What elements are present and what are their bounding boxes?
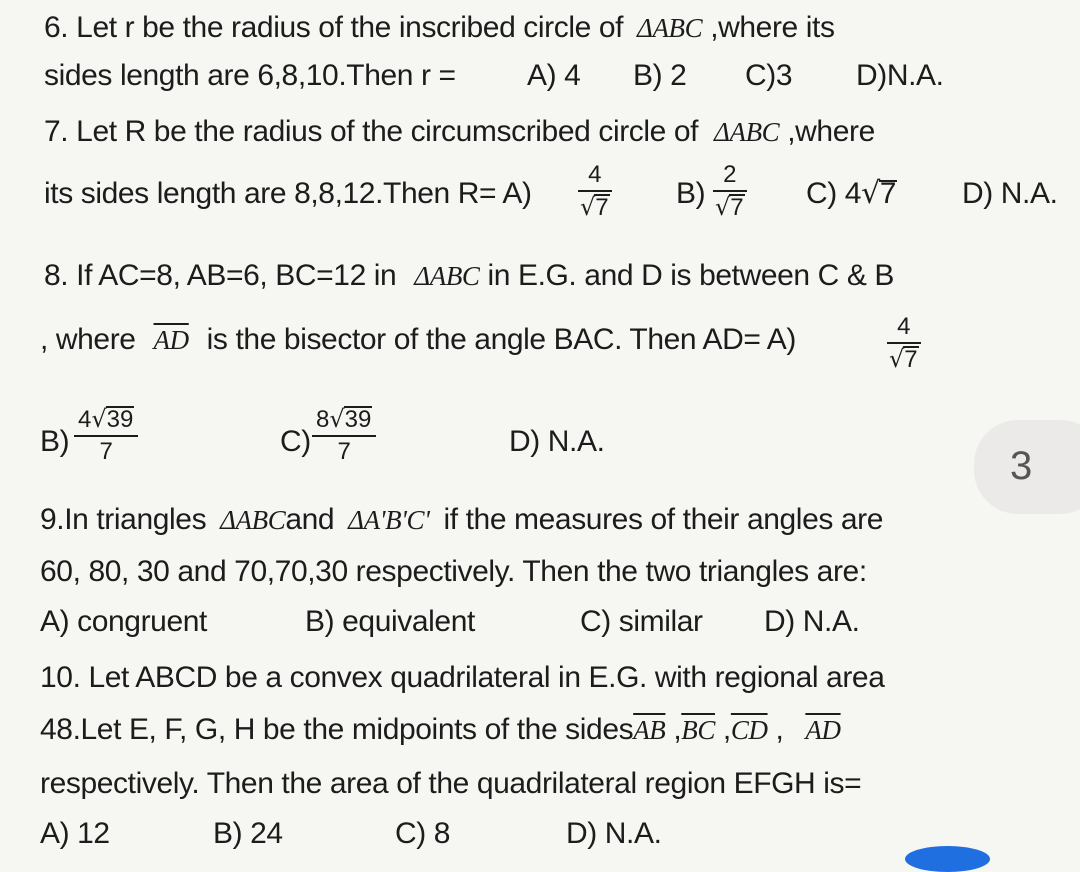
q9-stem: 60, 80, 30 and 70,70,30 respectively. Then the two triangles are: [40,555,867,588]
segment-cd: $\overline{CD}$ [730,715,768,745]
radicand: 7 [730,194,744,221]
page-number[interactable]: 3 [1010,444,1033,488]
q7-stem: its sides length are 8,8,12.Then R= A) [44,177,532,210]
triangle-a-prime-b-prime-c-prime: ΔA'B'C' [348,505,430,535]
q10-text: 10. Let ABCD be a convex quadrilateral in E.G. with regional area [40,661,885,694]
q8-text-tail: in E.G. and D is between C & B [487,259,895,292]
q7-line1 [44,114,875,150]
sqrt-icon: √ [889,345,905,373]
q8-option-c-fraction [312,404,376,467]
q6-line2 [44,58,456,94]
triangle-abc: ΔABC [414,261,480,291]
q8-text: 8. If AC=8, AB=6, BC=12 in [44,259,397,292]
q7-option-b-fraction [713,160,747,223]
q10-option-a: A) 12 [40,817,110,850]
q6-line1 [44,10,835,46]
coefficient: 4 [78,406,92,433]
q7-option-c-label: C) 4 [806,177,862,210]
fraction-denominator: 7 [337,438,351,465]
segment-bc: $\overline{BC}$ [681,715,715,745]
segment-ad: $\overline{AD}$ [805,715,841,745]
fraction-numerator: 2 [723,161,737,188]
q6-option-d: D)N.A. [856,59,944,92]
q8-option-b-label: B) [40,425,70,458]
q8-line1 [44,258,894,294]
sqrt-icon: √ [715,193,731,221]
q8-option-a-fraction [887,312,921,375]
q9-text-tail: if the measures of their angles are [443,503,884,536]
floating-action-button[interactable] [905,846,990,872]
q9-text-head: 9.In triangles [40,503,207,536]
fraction-numerator: 4 [588,161,602,188]
q9-line1 [40,502,883,538]
q8-line2 [40,322,796,358]
q6-text-tail: ,where its [710,11,835,44]
fraction-denominator: 7 [99,438,113,465]
sqrt-icon: √ [580,193,596,221]
q7-option-a-fraction [578,160,612,223]
sqrt-icon: √ [329,405,345,433]
q8-stem: is the bisector of the angle BAC. Then AD= A) [206,323,796,356]
q8-text-head: , where [40,323,136,356]
q6-option-a: A) 4 [527,59,581,92]
q8-option-d: D) N.A. [509,425,605,458]
q10-option-d: D) N.A. [566,817,662,850]
q7-option-c [806,176,897,212]
triangle-abc: ΔABC [220,505,286,535]
q9-option-b: B) equivalent [305,605,475,638]
q9-option-a: A) congruent [40,605,207,638]
q7-text: 7. Let R be the radius of the circumscribed circle of [44,115,699,148]
sqrt-icon: √ [91,405,107,433]
fraction-numerator: 4 [897,313,911,340]
coefficient: 8 [316,406,330,433]
sqrt-icon: √ [861,176,880,211]
q7-option-d: D) N.A. [962,177,1058,210]
q6-text: 6. Let r be the radius of the inscribed circle of [44,11,624,44]
q9-option-c: C) similar [580,605,703,638]
q6-stem: sides length are 6,8,10.Then r = [44,59,456,92]
radicand: 7 [879,177,897,210]
triangle-abc: ΔABC [714,117,780,147]
triangle-abc: ΔABC [637,13,703,43]
segment-ab: $\overline{AB}$ [633,715,666,745]
q10-text-head: 48.Let E, F, G, H be the midpoints of the sides [40,713,634,746]
radicand: 7 [904,346,918,373]
q6-option-c: C)3 [745,59,793,92]
radicand: 39 [106,406,134,433]
q7-text-tail: ,where [787,115,875,148]
q8-option-c-label: C) [280,425,311,458]
segment-ad: $\overline{AD}$ [153,325,189,355]
q6-option-b: B) 2 [633,59,687,92]
q7-option-b-label: B) [676,177,706,210]
q9-and: and [285,503,335,536]
q10-line2: 48.Let E, F, G, H be the midpoints of the $sides\overline{AB}$ $,\overline{BC}$ $,\overline{CD}$ , $\overline{AD}$ [40,713,841,746]
radicand: 7 [595,194,609,221]
q8-option-b-fraction [74,404,138,467]
q10-stem: respectively. Then the area of the quadrilateral region EFGH is= [40,767,862,800]
q10-option-c: C) 8 [395,817,451,850]
radicand: 39 [344,406,372,433]
q10-option-b: B) 24 [213,817,283,850]
q9-option-d: D) N.A. [764,605,860,638]
